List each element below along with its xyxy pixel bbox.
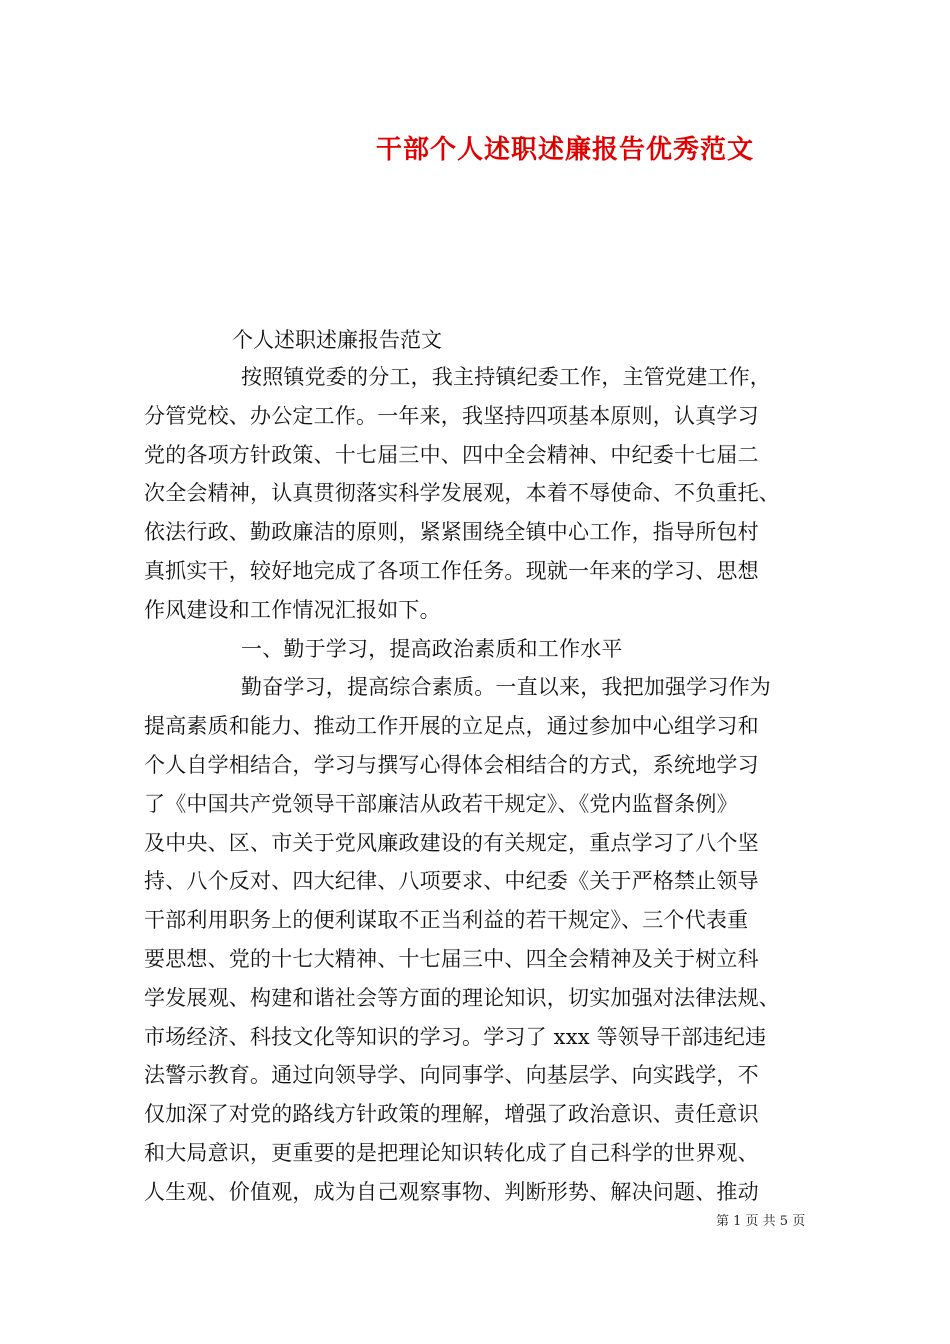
body-line: 人生观、价值观，成为自己观察事物、判断形势、解决问题、推动 xyxy=(144,1179,759,1204)
body-line: 党的各项方针政策、十七届三中、四中全会精神、中纪委十七届二 xyxy=(144,442,759,467)
body-line: 要思想、党的十七大精神、十七届三中、四全会精神及关于树立科 xyxy=(144,946,759,971)
body-line: 法警示教育。通过向领导学、向同事学、向基层学、向实践学，不 xyxy=(144,1063,759,1088)
body-line: 了《中国共产党领导干部廉洁从政若干规定》、《党内监督条例》 xyxy=(144,791,738,816)
body-line: 仅加深了对党的路线方针政策的理解，增强了政治意识、责任意识 xyxy=(144,1102,759,1127)
body-line: 和大局意识，更重要的是把理论知识转化成了自己科学的世界观、 xyxy=(144,1140,759,1165)
body-line: 真抓实干，较好地完成了各项工作任务。现就一年来的学习、思想 xyxy=(144,558,759,583)
body-line: 个人自学相结合，学习与撰写心得体会相结合的方式，系统地学习 xyxy=(144,752,759,777)
body-line: 次全会精神，认真贯彻落实科学发展观，本着不辱使命、不负重托、 xyxy=(144,481,780,506)
body-line: 干部利用职务上的便利谋取不正当利益的若干规定》、三个代表重 xyxy=(144,908,749,933)
body-line: 分管党校、办公定工作。一年来，我坚持四项基本原则，认真学习 xyxy=(144,403,759,428)
body-line: 提高素质和能力、推动工作开展的立足点，通过参加中心组学习和 xyxy=(144,714,759,739)
body-line: 依法行政、勤政廉洁的原则，紧紧围绕全镇中心工作，指导所包村 xyxy=(144,520,759,545)
section-heading: 一、勤于学习，提高政治素质和工作水平 xyxy=(241,636,623,661)
body-line: 作风建设和工作情况汇报如下。 xyxy=(144,597,441,622)
document-title: 干部个人述职述廉报告优秀范文 xyxy=(376,135,755,165)
body-line: 持、八个反对、四大纪律、八项要求、中纪委《关于严格禁止领导 xyxy=(144,869,759,894)
document-body xyxy=(144,358,844,1212)
body-line: 勤奋学习，提高综合素质。一直以来，我把加强学习作为 xyxy=(241,675,771,700)
body-line: 学发展观、构建和谐社会等方面的理论知识，切实加强对法律法规、 xyxy=(144,985,780,1010)
body-line: 按照镇党委的分工，我主持镇纪委工作，主管党建工作， xyxy=(241,365,771,389)
page-number-footer: 第 1 页 共 5 页 xyxy=(716,1214,806,1229)
document-subtitle: 个人述职述廉报告范文 xyxy=(232,328,442,352)
body-line: 市场经济、科技文化等知识的学习。学习了 xxx 等领导干部违纪违 xyxy=(144,1024,767,1049)
body-line: 及中央、区、市关于党风廉政建设的有关规定，重点学习了八个坚 xyxy=(144,830,759,855)
